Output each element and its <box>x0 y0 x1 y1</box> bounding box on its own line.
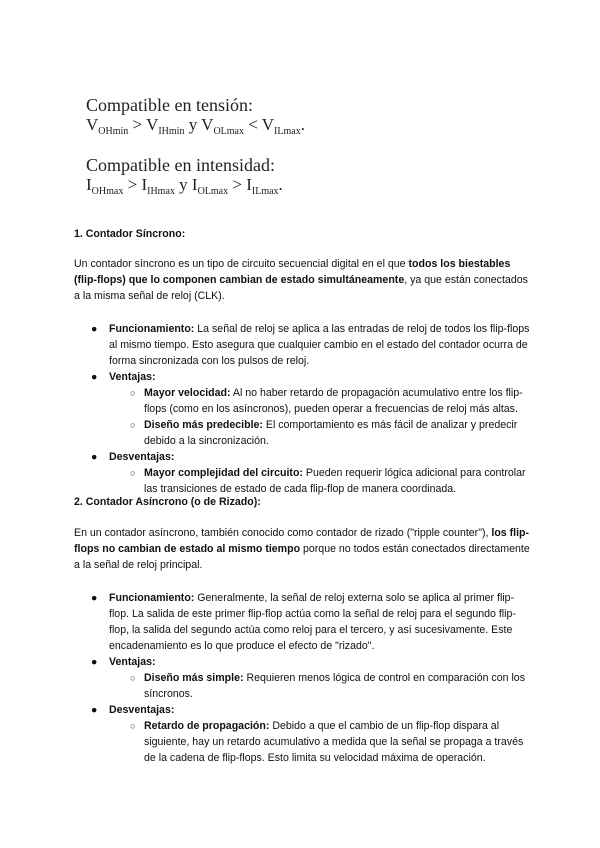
list-item: ● Ventajas: <box>91 656 156 668</box>
voltage-compatibility-formula <box>86 95 305 135</box>
bullet-icon: ● <box>91 451 98 463</box>
section-2-list <box>74 590 530 766</box>
section-synchronous <box>74 226 530 497</box>
current-compatibility-formula <box>86 155 283 195</box>
list-item: ● Funcionamiento: La señal de reloj se aplica a las entradas de reloj de todos los flip-flops al mismo tiempo. Esto asegura que cualquier cambio en el estado del contador ocurra de forma sincronizada con los pulsos de reloj. <box>91 323 530 367</box>
section-1-intro: Un contador síncrono es un tipo de circuito secuencial digital en el que todos los biestables (flip-flops) que lo componen cambian de estado simultáneamente, ya que están conectados a la misma señal de reloj (CLK). <box>74 258 528 302</box>
bullet-icon: ● <box>91 656 98 668</box>
list-item: ○ Diseño más simple: Requieren menos lógica de control en comparación con los síncronos. <box>130 672 525 700</box>
bullet-icon: ● <box>91 592 98 604</box>
bullet-icon: ● <box>91 323 98 335</box>
list-item: ● Funcionamiento: Generalmente, la señal de reloj externa solo se aplica al primer flip-flop. La salida de este primer flip-flop actúa como la señal de reloj para el segundo flip-flop, la salida del segundo actúa como reloj para el tercero, y así sucesivamente. Este encadenamiento es lo que produce el efecto de "rizado". <box>91 592 516 652</box>
bullet-icon: ● <box>91 704 98 716</box>
circle-bullet-icon: ○ <box>130 468 136 478</box>
voltage-inequality: $V_{OHmin} > V_{IHmin}$ y $V_{OLmax} < V_{ILmax}$. <box>86 115 305 137</box>
current-heading: Compatible en intensidad: <box>86 155 275 175</box>
current-inequality: $I_{OHmax} > I_{IHmax}$ y $I_{OLmax} > I_{ILmax}$. <box>86 175 283 197</box>
list-item: ○ Diseño más predecible: El comportamiento es más fácil de analizar y predecir debido a la sincronización. <box>130 419 518 447</box>
circle-bullet-icon: ○ <box>130 420 136 430</box>
circle-bullet-icon: ○ <box>130 721 136 731</box>
section-1-list <box>74 321 530 497</box>
section-2-title: 2. Contador Asíncrono (o de Rizado): <box>74 496 261 508</box>
list-item: ● Desventajas: <box>91 704 175 716</box>
section-2-intro: En un contador asíncrono, también conocido como contador de rizado ("ripple counter"), los flip-flops no cambian de estado al mismo tiempo porque no todos están conectados directamente a la señal de reloj principal. <box>74 527 530 571</box>
bullet-icon: ● <box>91 371 98 383</box>
list-item: ○ Mayor velocidad: Al no haber retardo de propagación acumulativo entre los flip-flops (como en los asíncronos), pueden operar a frecuencias de reloj más altas. <box>130 387 523 415</box>
list-item: ○ Mayor complejidad del circuito: Pueden requerir lógica adicional para controlar las transiciones de estado de cada flip-flop de manera coordinada. <box>130 467 526 495</box>
list-item: ● Desventajas: <box>91 451 175 463</box>
section-asynchronous <box>74 494 530 766</box>
list-item: ● Ventajas: <box>91 371 156 383</box>
section-1-title: 1. Contador Síncrono: <box>74 228 186 240</box>
circle-bullet-icon: ○ <box>130 388 136 398</box>
voltage-heading: Compatible en tensión: <box>86 95 253 115</box>
circle-bullet-icon: ○ <box>130 673 136 683</box>
list-item: ○ Retardo de propagación: Debido a que el cambio de un flip-flop dispara al siguiente, hay un retardo acumulativo a medida que la señal se propaga a través de la cadena de flip-flops. Esto limita su velocidad máxima de operación. <box>130 720 524 764</box>
